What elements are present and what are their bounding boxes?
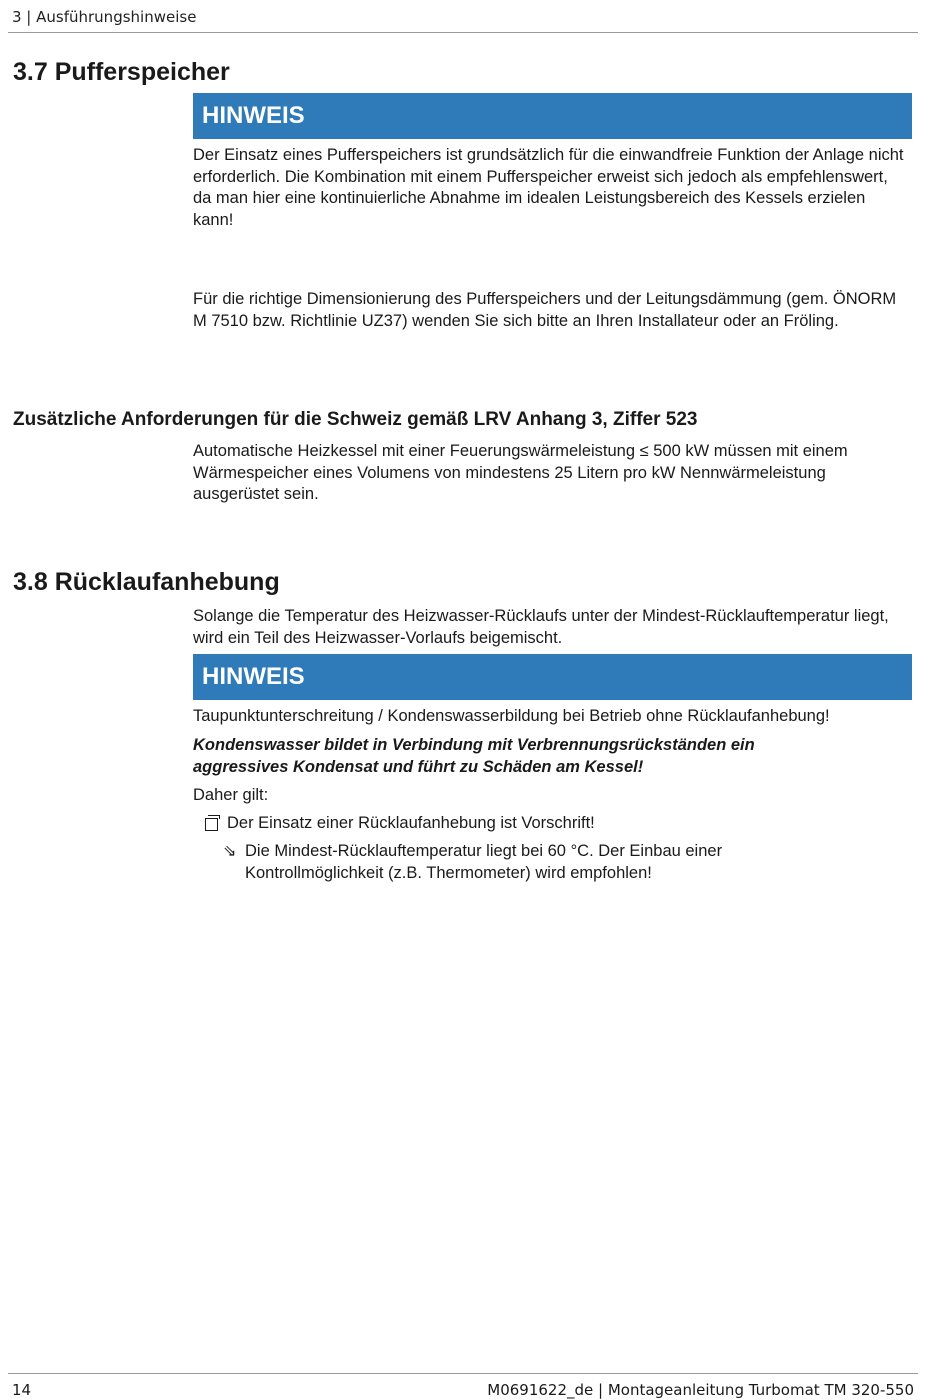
footer-divider bbox=[8, 1373, 918, 1374]
section-title-3-8: 3.8 Rücklaufanhebung bbox=[13, 568, 280, 596]
page-number: 14 bbox=[12, 1381, 32, 1399]
dimensioning-paragraph: Für die richtige Dimensionierung des Pufferspeichers und der Leitungsdämmung (gem. ÖNORM M 7510 bzw. Richtlinie UZ37) wenden Sie sich bitte an Ihren Installateur oder an Fröling. bbox=[193, 290, 897, 330]
notice-text: Taupunktunterschreitung / Kondenswasserbildung bei Betrieb ohne Rücklaufanhebung! bbox=[193, 707, 830, 725]
notice-banner-2: HINWEIS bbox=[193, 654, 912, 700]
swiss-requirements-title: Zusätzliche Anforderungen für die Schweiz gemäß LRV Anhang 3, Ziffer 523 bbox=[13, 409, 698, 430]
return-raise-intro: Solange die Temperatur des Heizwasser-Rücklaufs unter der Mindest-Rücklauftemperatur liegt, wird ein Teil des Heizwasser-Vorlaufs beigemischt. bbox=[193, 607, 889, 647]
notice-paragraph: Der Einsatz eines Pufferspeichers ist grundsätzlich für die einwandfreie Funktion der Anlage nicht erforderlich. Die Kombination mit einem Pufferspeicher erweist sich jedoch als empfehlenswert, da man hier eine kontinuierliche Abnahme im idealen Leistungsbereich des Kessels erzielen kann! bbox=[193, 146, 904, 229]
checkbox-step-icon bbox=[205, 818, 218, 831]
running-header: 3 | Ausführungshinweise bbox=[12, 8, 197, 26]
instruction-step-text: Der Einsatz einer Rücklaufanhebung ist Vorschrift! bbox=[227, 814, 595, 832]
header-divider bbox=[8, 32, 918, 33]
result-item bbox=[223, 841, 823, 884]
swiss-requirements-paragraph: Automatische Heizkessel mit einer Feuerungswärmeleistung ≤ 500 kW müssen mit einem Wärmespeicher eines Volumens von mindestens 25 Litern pro kW Nennwärmeleistung ausgerüstet sein. bbox=[193, 442, 848, 503]
document-reference: M0691622_de | Montageanleitung Turbomat TM 320-550 bbox=[487, 1381, 914, 1399]
warning-text: Kondenswasser bildet in Verbindung mit Verbrennungsrückständen ein aggressives Kondensat und führt zu Schäden am Kessel! bbox=[193, 736, 755, 776]
section-title-3-7: 3.7 Pufferspeicher bbox=[13, 58, 230, 86]
result-arrow-icon: ⇘ bbox=[223, 843, 237, 860]
notice-banner: HINWEIS bbox=[193, 93, 912, 139]
instruction-step bbox=[205, 813, 595, 835]
result-text: Die Mindest-Rücklauftemperatur liegt bei 60 °C. Der Einbau einer Kontrollmöglichkeit (z.B. Thermometer) wird empfohlen! bbox=[245, 842, 723, 882]
therefore-text: Daher gilt: bbox=[193, 786, 269, 804]
